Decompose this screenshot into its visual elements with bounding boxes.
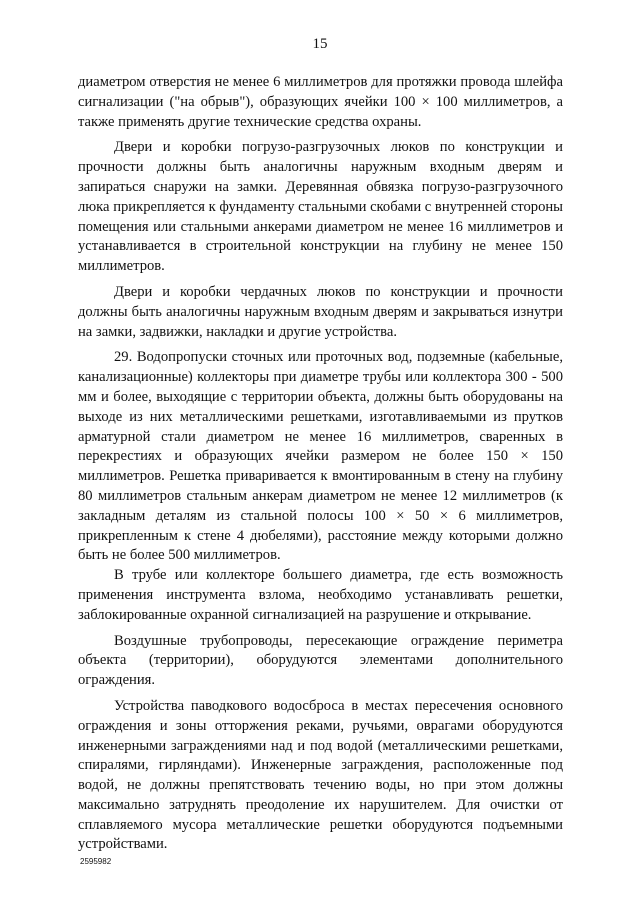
paragraph-larger-pipes: В трубе или коллекторе большего диаметра, где есть возможность применения инструмента взлома, необходимо устанавливать решетки, заблокированные охранной сигнализацией на разрушение и открывание.: [78, 567, 563, 623]
paragraph-continuation: диаметром отверстия не менее 6 миллиметров для протяжки провода шлейфа сигнализации ("на обрыв"), образующих ячейки 100 × 100 миллиметров, а также применять другие технические средства охраны.: [78, 74, 563, 130]
document-code: 2595982: [80, 857, 112, 866]
paragraph-attic-hatch-doors: Двери и коробки чердачных люков по конструкции и прочности должны быть аналогичны наружным входным дверям и закрываться изнутри на замки, задвижки, накладки и другие устройства.: [78, 283, 563, 340]
paragraph-item-29: 29. Водопропуски сточных или проточных вод, подземные (кабельные, канализационные) коллекторы при диаметре трубы или коллектора 300 - 500 мм и более, выходящие с территории объекта, должны быть оборудованы на выходе из них металлическими решетками, изготавливаемыми из прутков арматурной стали диаметром не менее 16 миллиметров, сваренных в перекрестиях и образующих ячейки размером не более 150 × 150 миллиметров. Решетка приваривается к вмонтированным в стену на глубину 80 миллиметров стальным анкерам диаметром не менее 12 миллиметров (к закладным деталям из стальной полосы 100 × 50 × 6 миллиметров, прикрепленным к стене 4 дюбелями), расстояние между которыми должно быть не более 500 миллиметров.: [78, 349, 563, 564]
document-body: [78, 73, 563, 861]
paragraph-loading-hatch-doors: Двери и коробки погрузо-разгрузочных люков по конструкции и прочности должны быть аналогичны наружным входным дверям и запираться снаружи на замки. Деревянная обвязка погрузо-разгрузочного люка прикрепляется к фундаменту стальными скобами с внутренней стороны помещения или стальными анкерами диаметром не менее 16 миллиметров и устанавливается в строительной конструкции на глубину не менее 150 миллиметров.: [78, 139, 563, 275]
page-number: 15: [312, 36, 328, 52]
paragraph-flood-spillways: Устройства паводкового водосброса в местах пересечения основного ограждения и зоны отторжения реками, ручьями, оврагами оборудуются инженерными заграждениями над и под водой (металлическими решетками, спиралями, гирляндами). Инженерные заграждения, расположенные под водой, не должны препятствовать течению воды, но при этом должны максимально затруднять преодоление их нарушителем. Для очистки от сплавляемого мусора металлические решетки оборудуются подъемными устройствами.: [78, 697, 563, 853]
paragraph-air-pipelines: Воздушные трубопроводы, пересекающие ограждение периметра объекта (территории), оборудуются элементами дополнительного ограждения.: [78, 632, 563, 689]
